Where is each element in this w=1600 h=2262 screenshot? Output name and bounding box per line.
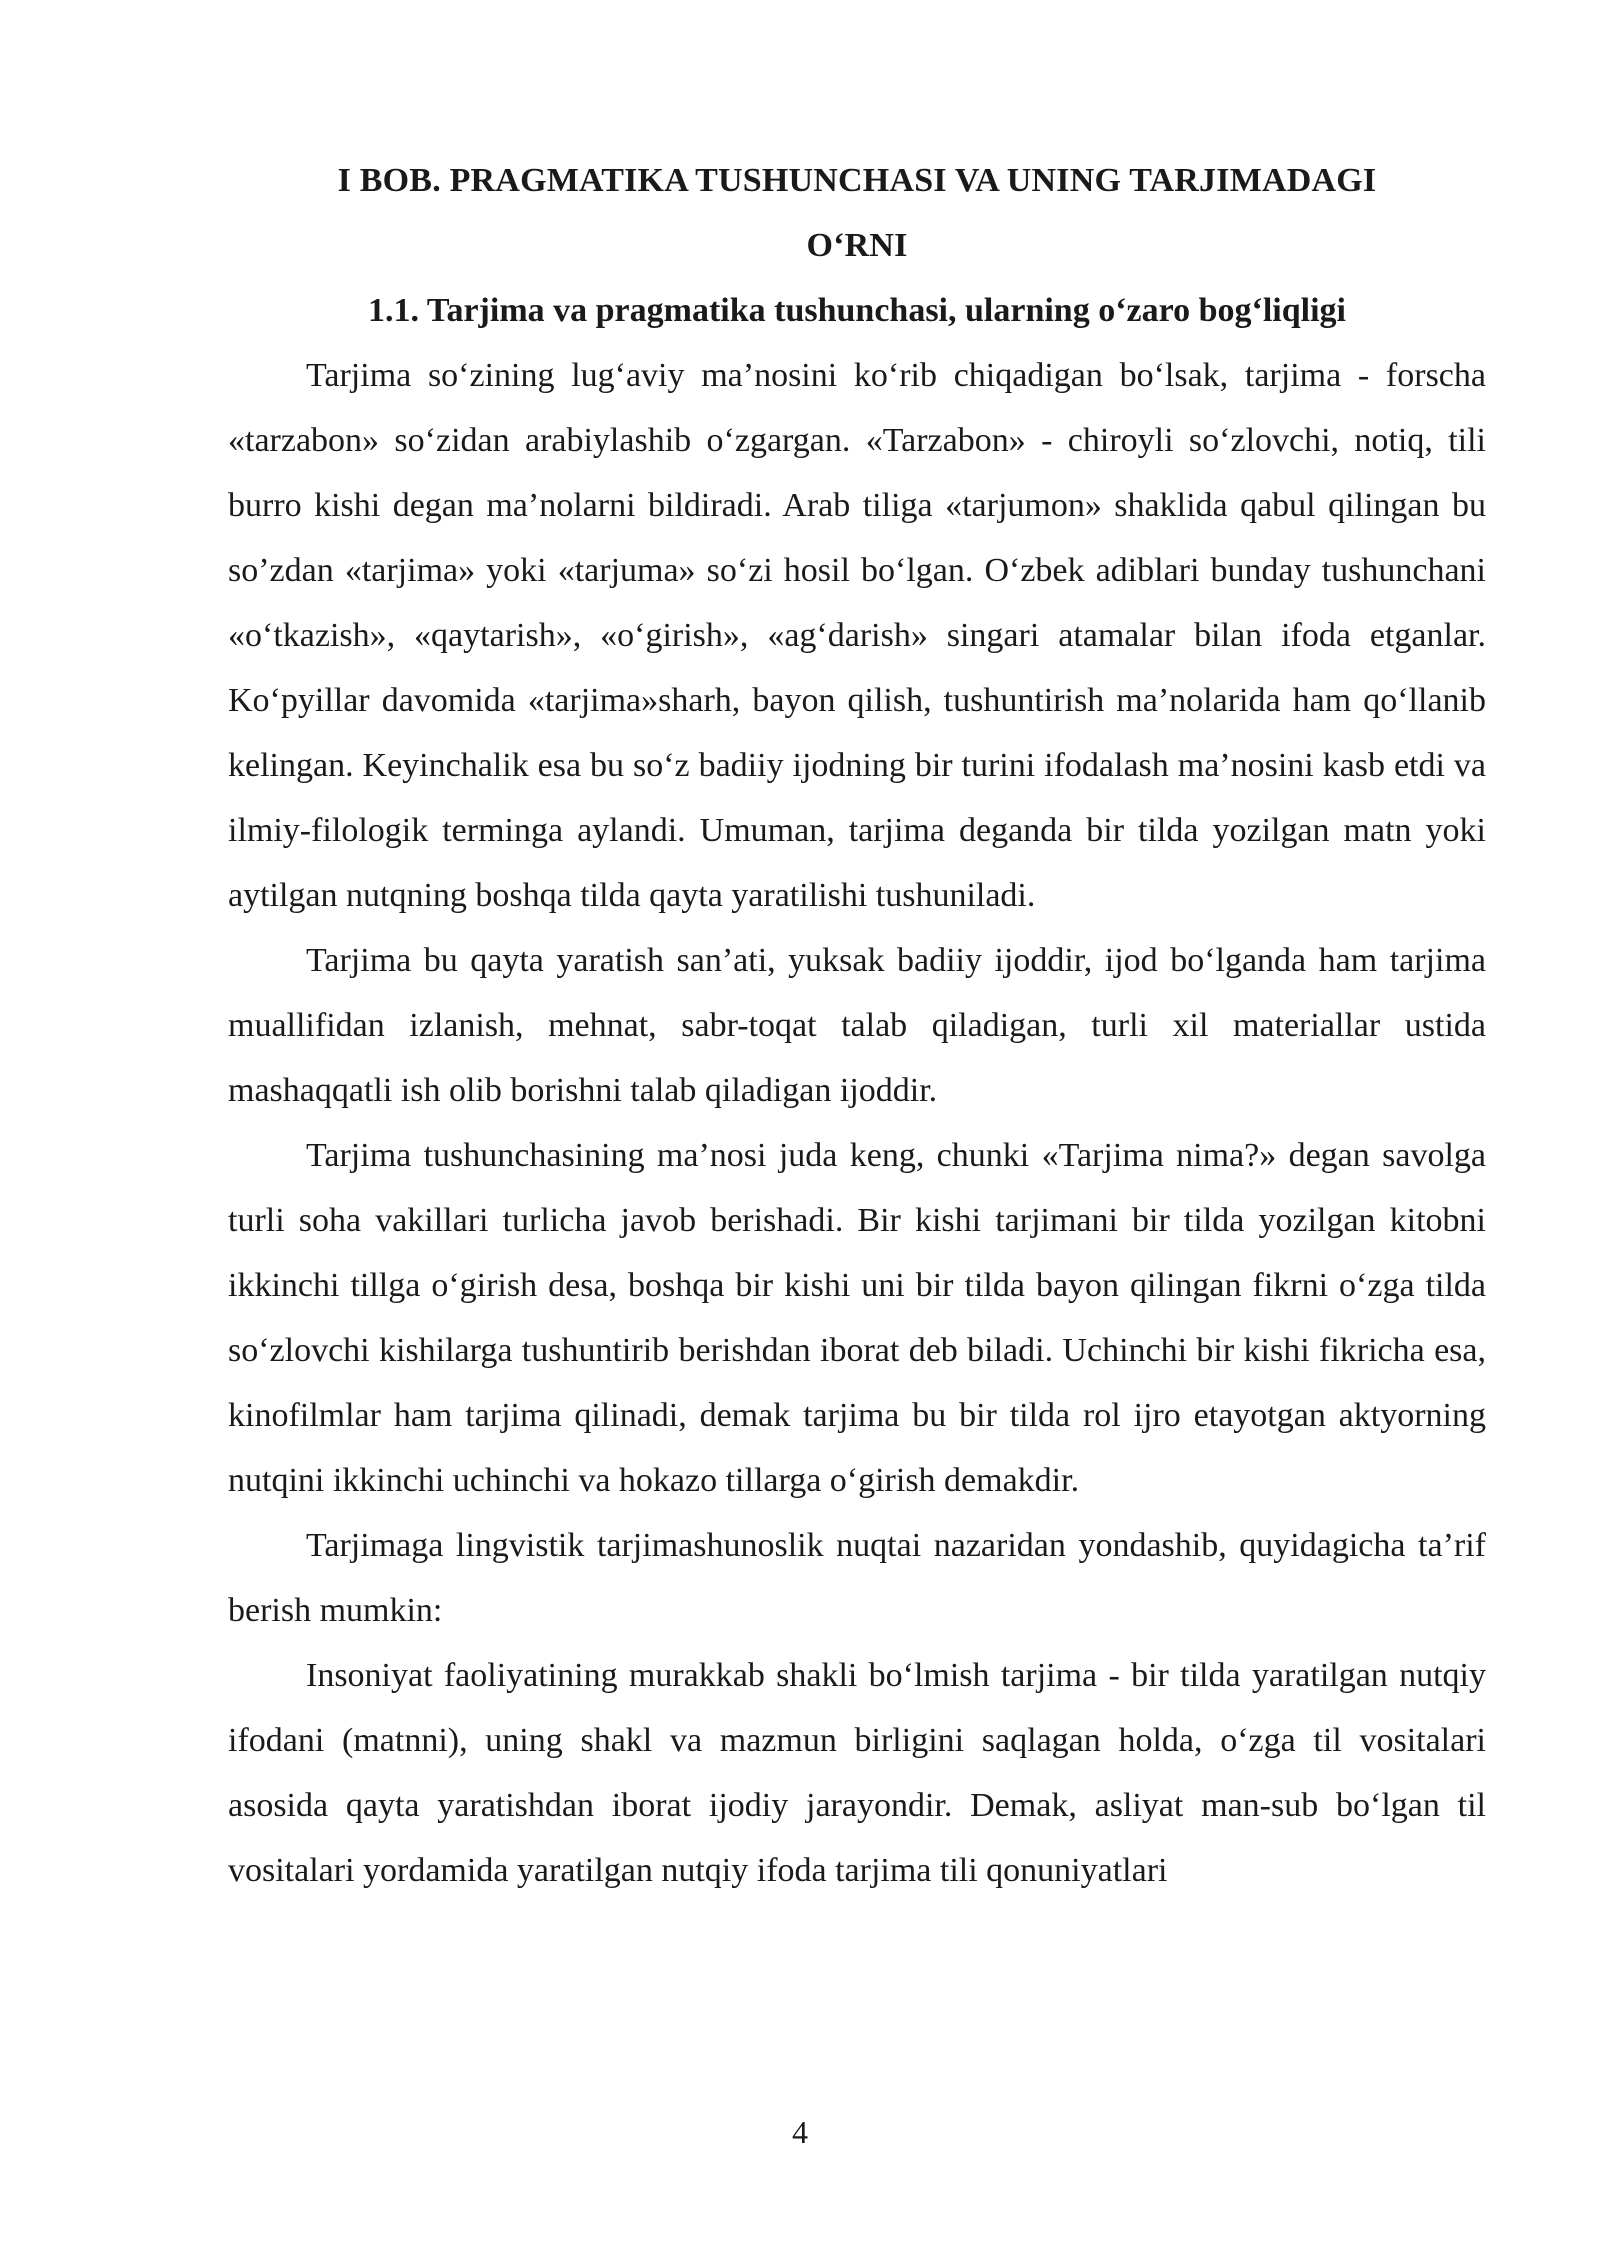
chapter-title-line-1: I BOB. PRAGMATIKA TUSHUNCHASI VA UNING TARJIMADAGI	[337, 162, 1377, 199]
page-number: 4	[792, 2114, 808, 2150]
paragraph-3: Tarjima tushunchasining ma’nosi juda keng, chunki «Tarjima nima?» degan savolga turli soha vakillari turlicha javob berishadi. Bir kishi tarjimani bir tilda yozilgan kitobni ikkinchi tillga o‘girish desa, boshqa bir kishi uni bir tilda bayon qilingan fikrni o‘zga tilda so‘zlovchi kishilarga tushuntirib berishdan iborat deb biladi. Uchinchi bir kishi fikricha esa, kinofilmlar ham tarjima qilinadi, demak tarjima bu bir tilda rol ijro etayotgan aktyorning nutqini ikkinchi uchinchi va hokazo tillarga o‘girish demakdir.	[228, 1137, 1486, 1499]
document-page	[228, 148, 1486, 1903]
section-title: 1.1. Tarjima va pragmatika tushunchasi, ularning o‘zaro bog‘liqligi	[368, 292, 1346, 329]
paragraph-1: Tarjima so‘zining lug‘aviy ma’nosini ko‘rib chiqadigan bo‘lsak, tarjima - forscha «tarzabon» so‘zidan arabiylashib o‘zgargan. «Tarzabon» - chiroyli so‘zlovchi, notiq, tili burro kishi degan ma’nolarni bildiradi. Arab tiliga «tarjumon» shaklida qabul qilingan bu so’zdan «tarjima» yoki «tarjuma» so‘zi hosil bo‘lgan. O‘zbek adiblari bunday tushunchani «o‘tkazish», «qaytarish», «o‘girish», «ag‘darish» singari atamalar bilan ifoda etganlar. Ko‘pyillar davomida «tarjima»sharh, bayon qilish, tushuntirish ma’nolarida ham qo‘llanib kelingan. Keyinchalik esa bu so‘z badiiy ijodning bir turini ifodalash ma’nosini kasb etdi va ilmiy-filologik terminga aylandi. Umuman, tarjima deganda bir tilda yozilgan matn yoki aytilgan nutqning boshqa tilda qayta yaratilishi tushuniladi.	[228, 357, 1486, 914]
chapter-title-line-2: O‘RNI	[806, 227, 908, 264]
paragraph-2: Tarjima bu qayta yaratish san’ati, yuksak badiiy ijoddir, ijod bo‘lganda ham tarjima muallifidan izlanish, mehnat, sabr-toqat talab qiladigan, turli xil materiallar ustida mashaqqatli ish olib borishni talab qiladigan ijoddir.	[228, 942, 1486, 1109]
paragraph-4: Tarjimaga lingvistik tarjimashunoslik nuqtai nazaridan yondashib, quyidagicha ta’rif berish mumkin:	[228, 1527, 1486, 1629]
paragraph-5: Insoniyat faoliyatining murakkab shakli bo‘lmish tarjima - bir tilda yaratilgan nutqiy ifodani (matnni), uning shakl va mazmun birligini saqlagan holda, o‘zga til vositalari asosida qayta yaratishdan iborat ijodiy jarayondir. Demak, asliyat man-sub bo‘lgan til vositalari yordamida yaratilgan nutqiy ifoda tarjima tili qonuniyatlari	[228, 1657, 1486, 1889]
